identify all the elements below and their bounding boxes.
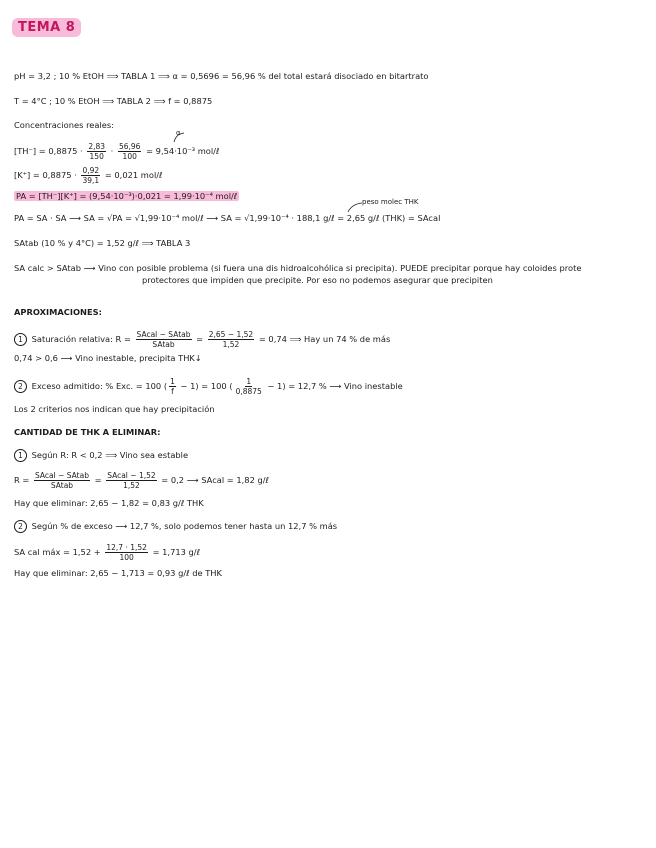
line-segun-exceso: 2 Según % de exceso ⟶ 12,7 %, solo podemos tener hasta un 12,7 % más bbox=[14, 520, 337, 533]
line-exceso-admitido: 2 Exceso admitido: % Exc. = 100 ( $\frac{1}{f}$ − 1) = 100 ( $\frac{1}{0,8875}$ − 1) = 12,7 % ⟶ Vino inestable bbox=[14, 377, 403, 396]
marker-1b-circle: 1 bbox=[14, 449, 27, 462]
line-criterios: Los 2 criterios nos indican que hay precipitación bbox=[14, 404, 215, 414]
marker-1-circle: 1 bbox=[14, 333, 27, 346]
k-result: = 0,021 mol/ℓ bbox=[104, 170, 163, 180]
fraction-5696-100: $\frac{56,96}{100}$ bbox=[118, 142, 141, 161]
line-saturacion-relativa: 1 Saturación relativa: R = $\frac{\text{SAcal − SAtab}}{\text{SAtab}}$ = $\frac{2,65 - 1,52}{1,52}$ = 0,74 ⟹ Hay un 74 % de más bbox=[14, 330, 390, 349]
fraction-r-formula: $\frac{\text{SAcal − SAtab}}{\text{SAtab}}$ bbox=[136, 330, 191, 349]
line-th-concentration: [TH⁻] = 0,8875 · $\frac{2,83}{150}$ · $\frac{56,96}{100}$ = 9,54·10⁻³ mol/ℓ bbox=[14, 142, 220, 161]
fraction-127-152-100: $\frac{12,7 \cdot 1,52}{100}$ bbox=[106, 543, 147, 562]
section-cantidad-eliminar: CANTIDAD DE THK A ELIMINAR: bbox=[14, 427, 161, 437]
fraction-283-150: $\frac{2,83}{150}$ bbox=[88, 142, 106, 161]
line-eliminar-1: Hay que eliminar: 2,65 − 1,82 = 0,83 g/ℓ THK bbox=[14, 498, 204, 508]
line-sa-cal-max: SA cal máx = 1,52 + $\frac{12,7 \cdot 1,52}{100}$ = 1,713 g/ℓ bbox=[14, 543, 201, 562]
line-concentraciones-header: Concentraciones reales: bbox=[14, 120, 115, 130]
line-comparison: SA calc > SAtab ⟶ Vino con posible problema (si fuera una dis hidroalcohólica si precipita). PUEDE precipitar porque hay coloides prote bbox=[14, 263, 582, 273]
line-ph: pH = 3,2 ; 10 % EtOH ⟹ TABLA 1 ⟹ α = 0,5696 = 56,96 % del total estará disociado en bitartrato bbox=[14, 71, 429, 81]
fraction-1-f: $\frac{1}{f}$ bbox=[170, 377, 175, 396]
marker-2-circle: 2 bbox=[14, 380, 27, 393]
marker-2b-circle: 2 bbox=[14, 520, 27, 533]
page-title: TEMA 8 bbox=[12, 18, 81, 37]
section-aproximaciones: APROXIMACIONES: bbox=[14, 307, 102, 317]
line-product-activity bbox=[14, 191, 239, 202]
fraction-r-values: $\frac{2,65 - 1,52}{1,52}$ bbox=[208, 330, 254, 349]
line-segun-r: 1 Según R: R < 0,2 ⟹ Vino sea estable bbox=[14, 449, 188, 462]
line-comparison-cont: protectores que impiden que precipite. Por eso no podemos asegurar que precipiten bbox=[142, 275, 493, 285]
fraction-1-08875: $\frac{1}{0,8875}$ bbox=[235, 377, 262, 396]
fraction-092-391: $\frac{0,92}{39,1}$ bbox=[82, 166, 100, 185]
peso-pointer-icon bbox=[346, 200, 364, 214]
line-inestable-1: 0,74 > 0,6 ⟶ Vino inestable, precipita THK↓ bbox=[14, 353, 202, 363]
k-prefix: [K⁺] = 0,8875 · bbox=[14, 170, 77, 180]
line-k-concentration bbox=[14, 166, 162, 185]
alpha-pointer-icon bbox=[172, 131, 186, 143]
note-alpha: α bbox=[176, 129, 181, 137]
highlighted-product: PA = [TH⁻][K⁺] = (9,54·10⁻³)·0,021 = 1,99·10⁻⁴ mol/ℓ bbox=[16, 191, 238, 201]
th-result: = 9,54·10⁻³ mol/ℓ bbox=[146, 146, 220, 156]
fraction-r-formula-2: $\frac{\text{SAcal − SAtab}}{\text{SAtab}}$ bbox=[35, 471, 89, 490]
th-prefix: [TH⁻] = 0,8875 · bbox=[14, 146, 83, 156]
fraction-r-sacal: $\frac{\text{SAcal − 1,52}}{1,52}$ bbox=[107, 471, 156, 490]
line-sa-tab: SAtab (10 % y 4°C) = 1,52 g/ℓ ⟹ TABLA 3 bbox=[14, 238, 191, 248]
line-eliminar-2: Hay que eliminar: 2,65 − 1,713 = 0,93 g/ℓ de THK bbox=[14, 568, 222, 578]
line-sa-calc: PA = SA · SA ⟶ SA = √PA = √1,99·10⁻⁴ mol/ℓ ⟶ SA = √1,99·10⁻⁴ · 188,1 g/ℓ = 2,65 g/ℓ (THK) = SAcal bbox=[14, 213, 441, 223]
line-temperature: T = 4°C ; 10 % EtOH ⟹ TABLA 2 ⟹ f = 0,8875 bbox=[14, 96, 213, 106]
note-peso-molecular: peso molec THK bbox=[362, 198, 419, 206]
line-r-calc: R = $\frac{\text{SAcal − SAtab}}{\text{SAtab}}$ = $\frac{\text{SAcal − 1,52}}{1,52}$ = 0,2 ⟶ SAcal = 1,82 g/ℓ bbox=[14, 471, 269, 490]
